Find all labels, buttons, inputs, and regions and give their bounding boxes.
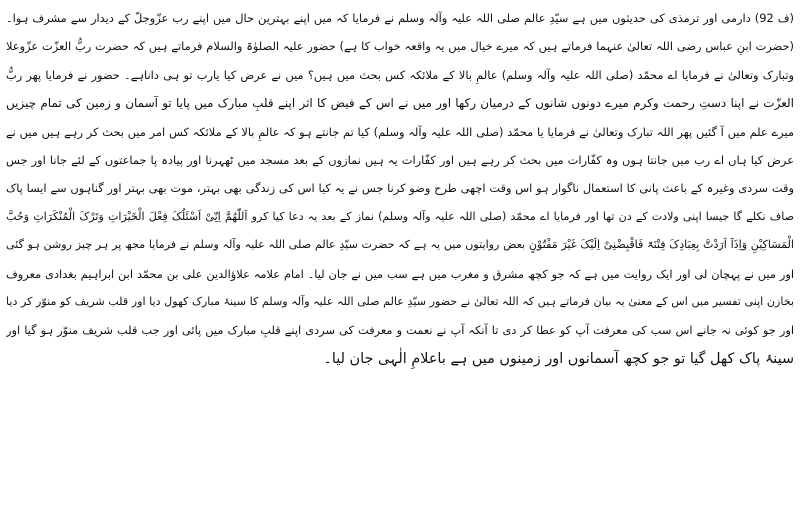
text-line: عرض کیا ہاں اے رب میں جانتا ہوں وہ کفّارات میں بحث کر رہے ہیں اور کفّارات یہ ہیں نمازوں کے بعد مسجد میں ٹھہرنا اور پیادہ پا جماعتوں کے لئے جانا اور جس (6, 152, 794, 167)
text-line: اور میں نے پہچان لی اور ایک روایت میں ہے کہ جو کچھ مشرق و مغرب میں ہے سب میں نے جان لیا۔ امام علامہ علاؤالدین علی بن محمّد ابن ابراہیم بغدادی معروف (6, 266, 794, 281)
text-line: (ف 92) دارمی اور ترمذی کی حدیثوں میں ہے سیّدِ عالم صلی اللہ علیہ وآلہ وسلم نے فرمایا کہ میں اپنے بہترین حال میں اپنے رب عزّوجلّ کے دیدار سے مشرف ہوا۔ (6, 11, 794, 25)
text-line: الْمَسَاکِیْنِ وَاِذَآ اَرَدْتَّ بِعِبَادِکَ فِتْنَۃً فَاقْبِضْنِیْ اِلَیْکَ غَیْرَ مَفْتُوْنٍ بعض روایتوں میں یہ ہے کہ حضرت سیّدِ عالم صلی اللہ علیہ وآلہ وسلم نے فرمایا مجھ پر ہر چیز روشن ہو گئی (6, 238, 794, 252)
text-line: بخازن اپنی تفسیر میں اس کے معنیٰ یہ بیان فرماتے ہیں کہ اللہ تعالیٰ نے حضور سیّدِ عالم صلی اللہ علیہ وآلہ وسلم کا سینۂ مبارک کھول دیا اور قلب شریف کو منوّر کر دیا (6, 294, 794, 308)
text-line: (حضرت ابنِ عباس رضی اللہ تعالیٰ عنہما فرماتے ہیں کہ میرے خیال میں یہ واقعہ خواب کا ہے) حضور علیہ الصلوٰۃ والسلام فرماتے ہیں کہ حضرت ربُّ العزّت عزّوعلا (6, 39, 794, 54)
text-line: وتبارک وتعالیٰ نے فرمایا اے محمّد (صلی اللہ علیہ وآلہ وسلم) عالمِ بالا کے ملائکہ کس بحث میں ہیں؟ میں نے عرض کیا یارب تو ہی داناہے۔ حضور نے فرمایا پھر ربُّ (6, 67, 794, 82)
text-line: میرے علم میں آ گئیں پھر اللہ تبارک وتعالیٰ نے فرمایا یا محمّد (صلی اللہ علیہ وآلہ وسلم) کیا تم جانتے ہو کہ عالمِ بالا کے ملائکہ کس امر میں بحث کر رہے ہیں میں نے (6, 124, 794, 139)
text-line: صاف نکلے گا جیسا اپنی ولادت کے دن تھا اور فرمایا اے محمّد (صلی اللہ علیہ وآلہ وسلم) نماز کے بعد یہ دعا کیا کرو اَللّٰھُمَّ اِنِّیْ اَسْئَلُکَ فِعْلَ الْخَیْرَاتِ وَتَرْکَ الْمُنْکَرَاتِ وَحُبَّ (6, 209, 794, 223)
text-line: العزّت نے اپنا دستِ رحمت وکرم میرے دونوں شانوں کے درمیان رکھا اور میں نے اس کے فیض کا اثر اپنے قلبِ مبارک میں پایا تو آسمان و زمین کی تمام چیزیں (6, 96, 794, 111)
text-line: سینۂ پاک کھل گیا تو جو کچھ آسمانوں اور زمینوں میں ہے باعلامِ الٰہی جان لیا۔ (323, 350, 794, 367)
text-line: وقت سردی وغیرہ کے باعث پانی کا استعمال ناگوار ہو اس وقت اچھی طرح وضو کرنا جس نے یہ کیا اس کی زندگی بھی بہتر، موت بھی بہتر اور گناہوں سے ایسا پاک (6, 181, 794, 196)
text-line: اور جو کوئی نہ جانے اس سب کی معرفت آپ کو عطا کر دی تا آنکہ آپ نے نعمت و معرفت کی سردی اپنے قلبِ مبارک میں پائی اور جب قلب شریف منوّر ہو گیا اور (6, 323, 794, 338)
